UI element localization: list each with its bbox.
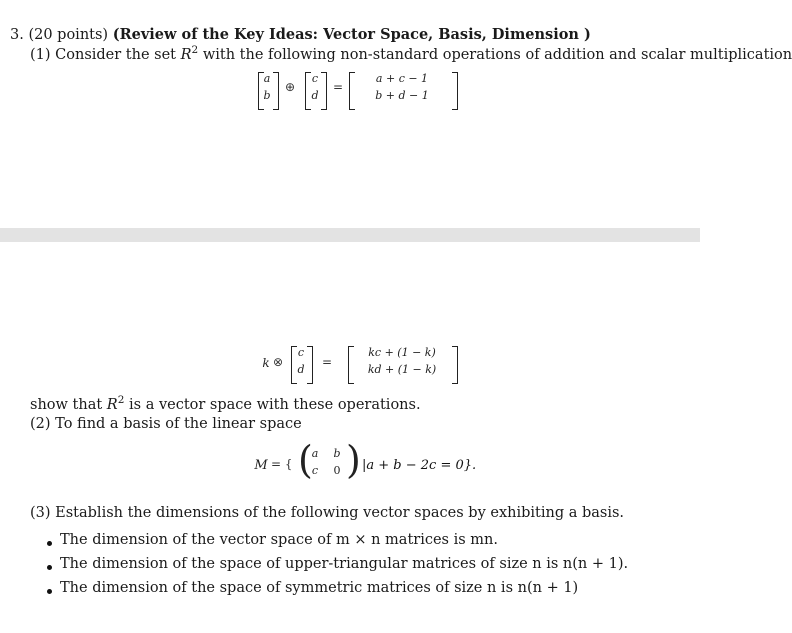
- matrix-entry: b: [333, 447, 341, 460]
- problem-heading: (Review of the Key Ideas: Vector Space, Basis, Dimension ): [112, 26, 591, 43]
- show-after: is a vector space with these operations.: [129, 396, 421, 413]
- v1-entry: b: [263, 89, 271, 102]
- part1-intro: [30, 44, 792, 63]
- equals-symbol: =: [322, 355, 333, 369]
- bullet-dot: [47, 589, 52, 594]
- v2-entry: c: [311, 72, 319, 85]
- v1-right-bracket: [273, 72, 279, 110]
- part3-text: (3) Establish the dimensions of the following vector spaces by exhibiting a basis.: [30, 505, 625, 521]
- set-m-condition: |a + b − 2c = 0}.: [362, 458, 477, 473]
- sum-entry: b + d − 1: [375, 89, 429, 102]
- part1-intro-after: with the following non-standard operations of addition and scalar multiplication: [202, 46, 792, 63]
- prod-entry: kc + (1 − k): [368, 346, 436, 359]
- bullet-dot: [47, 565, 52, 570]
- v2-entry: d: [311, 89, 319, 102]
- bullet-item: The dimension of the space of upper-triangular matrices of size n is n(n + 1).: [60, 556, 629, 572]
- part1-intro-before: Consider the set: [55, 46, 177, 63]
- set-exponent: 2: [191, 44, 199, 56]
- set-symbol: R: [106, 396, 118, 413]
- set-m-name: M: [254, 458, 268, 473]
- equals-symbol: =: [333, 80, 344, 94]
- bullet-item: The dimension of the space of symmetric matrices of size n is n(n + 1): [60, 580, 579, 596]
- vec-right-bracket: [307, 346, 313, 384]
- matrix-entry: 0: [333, 464, 341, 477]
- matrix-left-paren: (: [298, 438, 313, 482]
- v2-right-bracket: [321, 72, 327, 110]
- prod-right-bracket: [452, 346, 458, 384]
- matrix-entry: c: [311, 464, 319, 477]
- problem-number: 3.: [10, 27, 24, 43]
- otimes-symbol: ⊗: [273, 355, 284, 369]
- v1-entry: a: [263, 72, 271, 85]
- show-before: show that: [30, 396, 103, 413]
- set-m-open: = {: [271, 457, 293, 471]
- set-exponent: 2: [117, 394, 125, 406]
- bullet-dot: [47, 541, 52, 546]
- sum-right-bracket: [452, 72, 458, 110]
- vec-entry: d: [297, 363, 305, 376]
- part1-label: (1): [30, 46, 51, 63]
- bullet-item: The dimension of the vector space of m × n matrices is mn.: [60, 532, 498, 548]
- problem-points: (20 points): [28, 27, 109, 43]
- prod-entry: kd + (1 − k): [367, 363, 437, 376]
- sum-entry: a + c − 1: [375, 72, 429, 85]
- oplus-symbol: ⊕: [285, 80, 296, 94]
- scalar-k: k: [262, 356, 270, 370]
- page-separator: [0, 228, 700, 242]
- matrix-right-paren: ): [346, 438, 361, 482]
- part2-text: (2) To find a basis of the linear space: [30, 416, 302, 432]
- vec-entry: c: [297, 346, 305, 359]
- matrix-entry: a: [311, 447, 319, 460]
- set-symbol: R: [180, 46, 192, 63]
- show-that-line: [30, 394, 421, 413]
- problem-header: [10, 26, 591, 43]
